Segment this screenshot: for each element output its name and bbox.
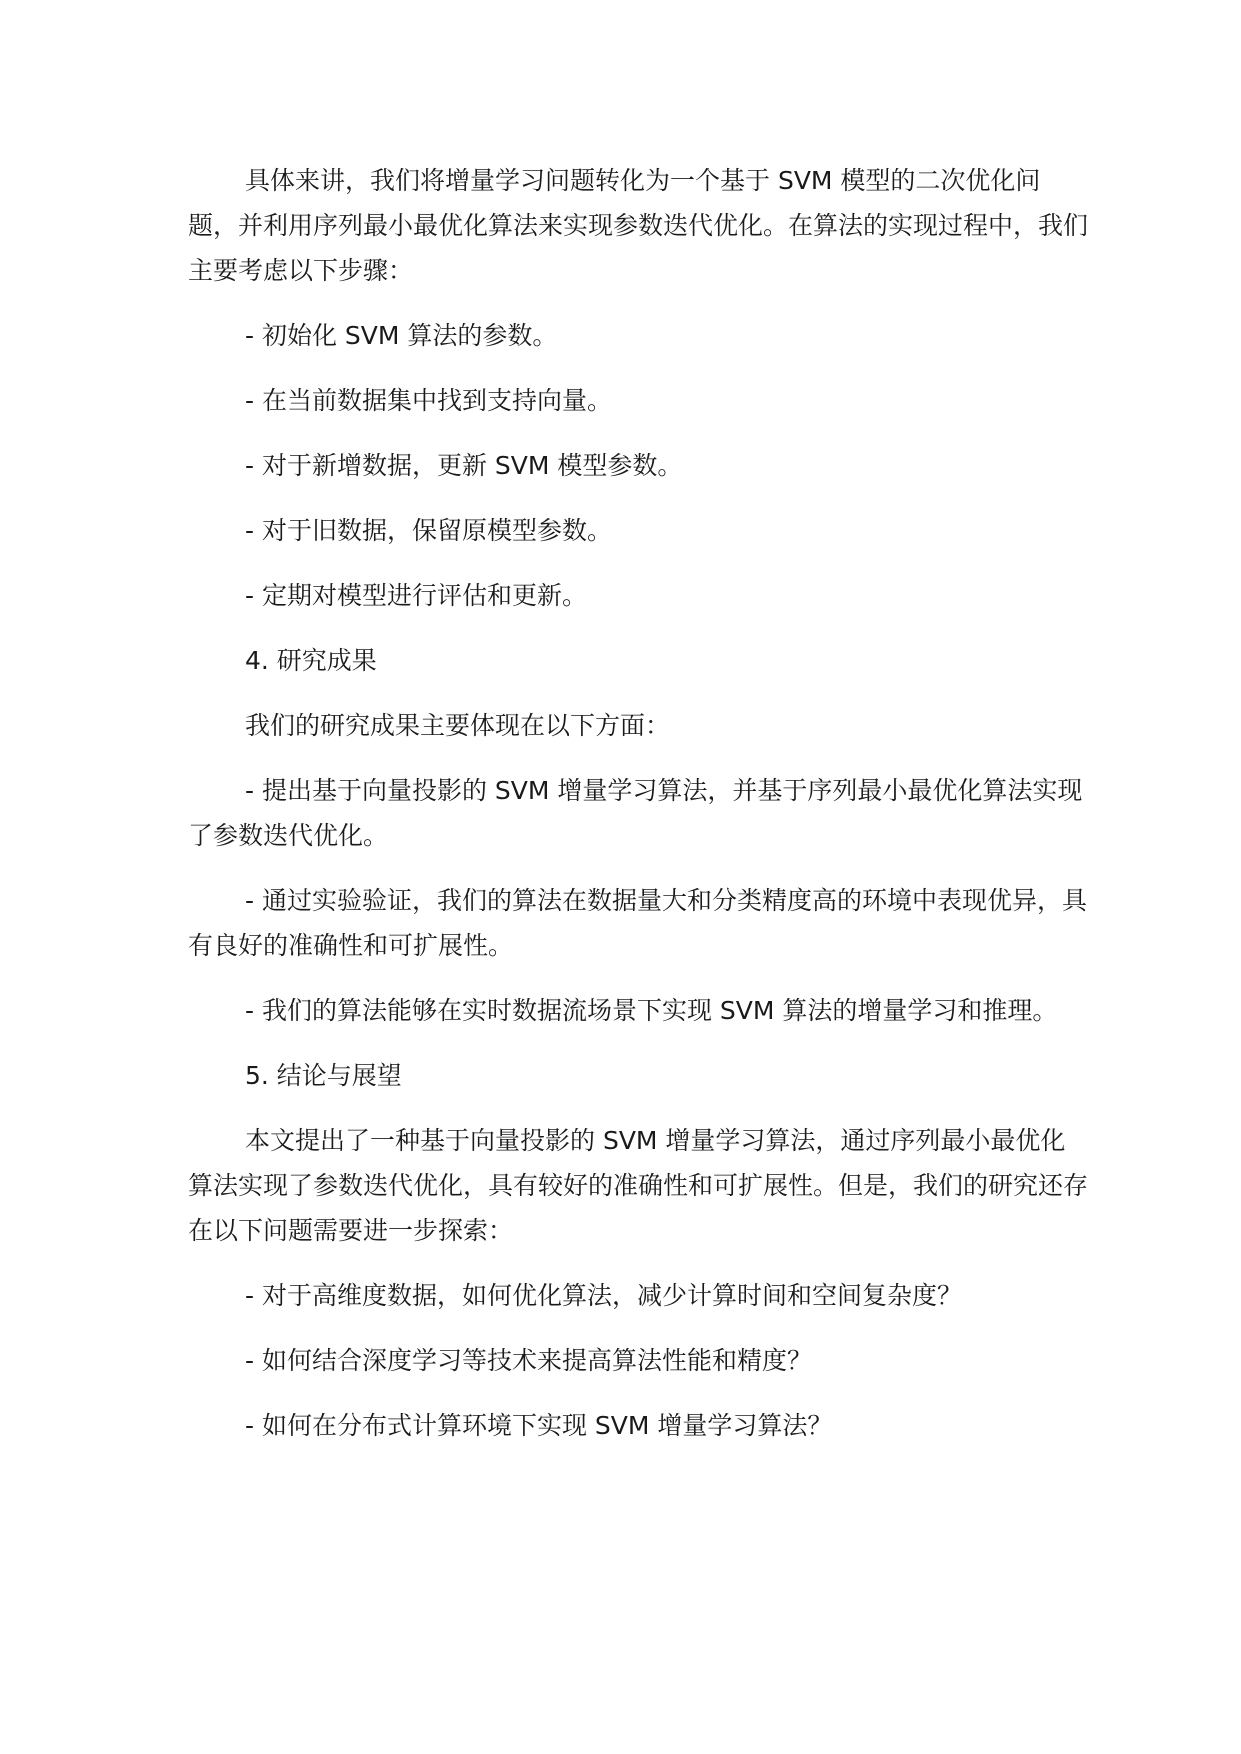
results-intro: 我们的研究成果主要体现在以下方面： bbox=[245, 711, 671, 740]
section-heading-conclusion: 5. 结论与展望 bbox=[245, 1061, 402, 1090]
result-item-algorithm: - 提出基于向量投影的 SVM 增量学习算法，并基于序列最小最优化算法实现了参数迭代优化。 bbox=[188, 776, 1083, 850]
intro-paragraph: 具体来讲，我们将增量学习问题转化为一个基于 SVM 模型的二次优化问题，并利用序列最小最优化算法来实现参数迭代优化。在算法的实现过程中，我们主要考虑以下步骤： bbox=[188, 166, 1089, 285]
question-item-deep-learning: - 如何结合深度学习等技术来提高算法性能和精度？ bbox=[245, 1346, 812, 1375]
conclusion-paragraph: 本文提出了一种基于向量投影的 SVM 增量学习算法，通过序列最小最优化算法实现了参数迭代优化，具有较好的准确性和可扩展性。但是，我们的研究还存在以下问题需要进一步探索： bbox=[188, 1126, 1089, 1245]
document-body bbox=[188, 158, 1088, 1448]
question-item-distributed: - 如何在分布式计算环境下实现 SVM 增量学习算法？ bbox=[245, 1411, 833, 1440]
question-item-high-dimension: - 对于高维度数据，如何优化算法，减少计算时间和空间复杂度？ bbox=[245, 1281, 962, 1310]
step-item-support-vectors: - 在当前数据集中找到支持向量。 bbox=[245, 386, 612, 415]
section-heading-results: 4. 研究成果 bbox=[245, 646, 377, 675]
result-item-experiment: - 通过实验验证，我们的算法在数据量大和分类精度高的环境中表现优异，具有良好的准确性和可扩展性。 bbox=[188, 886, 1087, 960]
step-item-keep-old: - 对于旧数据，保留原模型参数。 bbox=[245, 516, 612, 545]
step-item-evaluate: - 定期对模型进行评估和更新。 bbox=[245, 581, 587, 610]
step-item-update-new: - 对于新增数据，更新 SVM 模型参数。 bbox=[245, 451, 683, 480]
step-item-init: - 初始化 SVM 算法的参数。 bbox=[245, 321, 558, 350]
result-item-streaming: - 我们的算法能够在实时数据流场景下实现 SVM 算法的增量学习和推理。 bbox=[245, 996, 1058, 1025]
